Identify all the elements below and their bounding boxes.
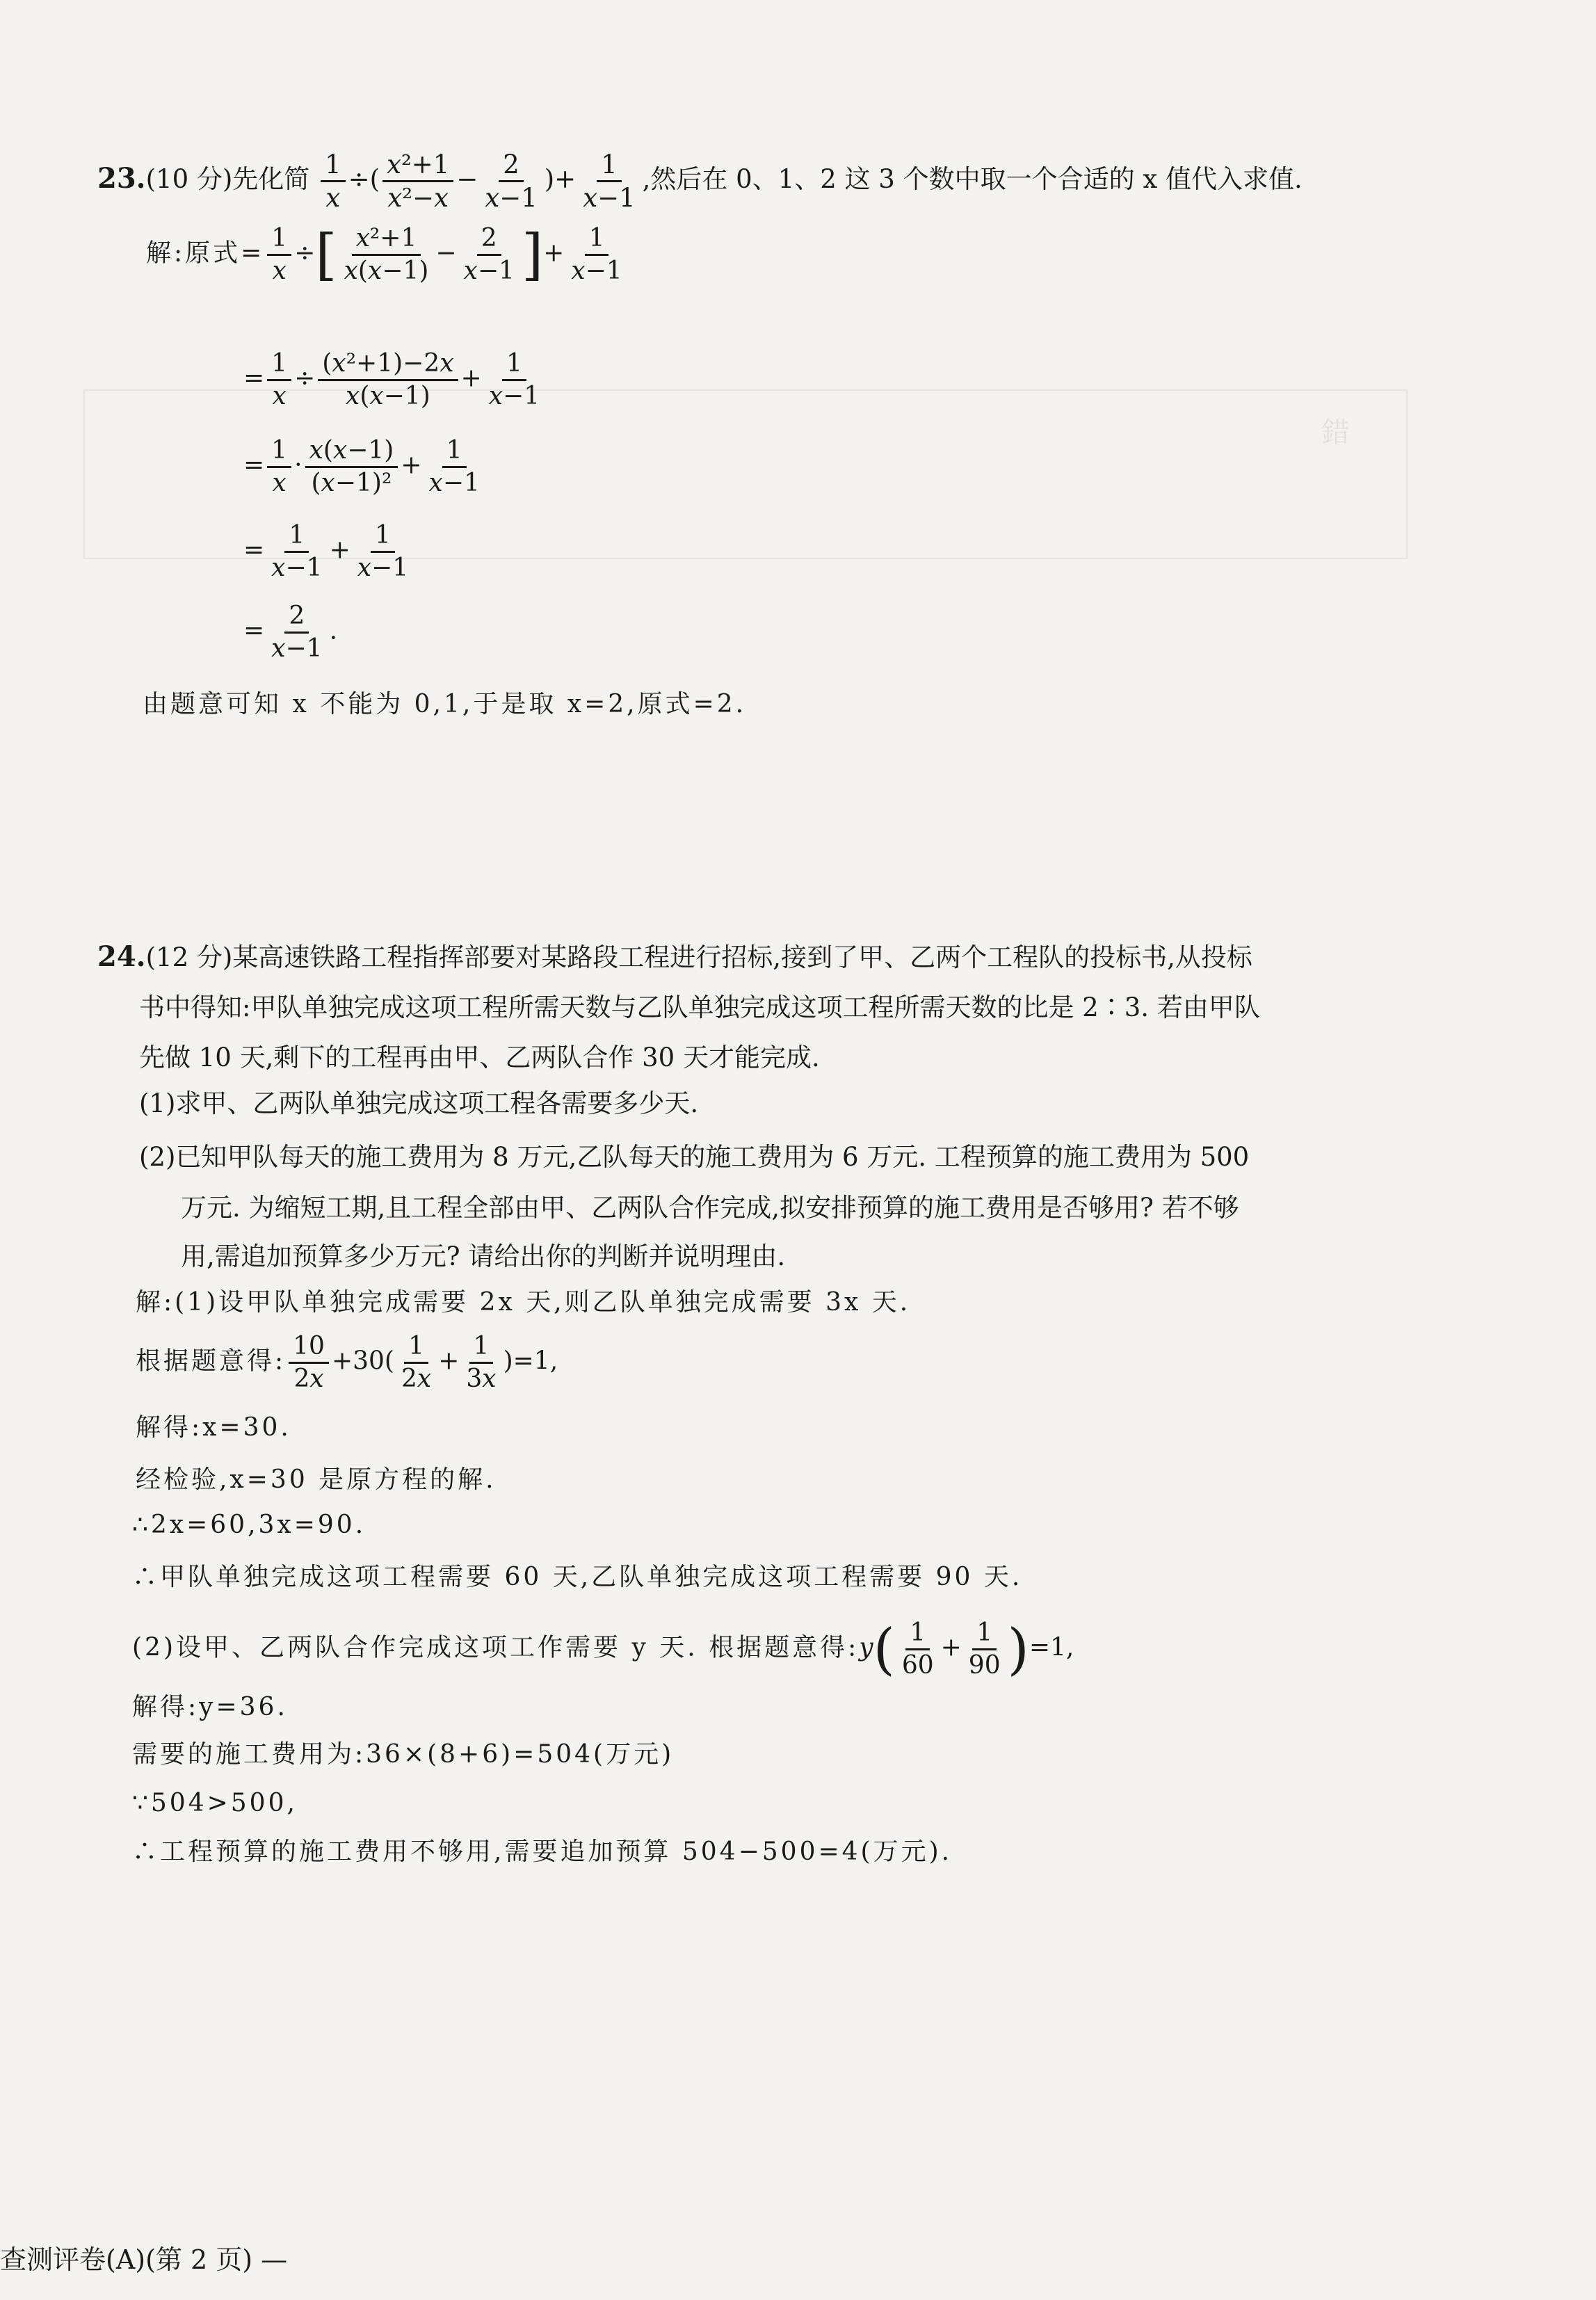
q24-answer-5: ∴2x=60,3x=90.: [132, 1511, 366, 1539]
q24-answer-8: 解得:y=36.: [132, 1693, 288, 1721]
q23-step-1: 解:原式= $\frac{1}{x}$ ÷[ $\frac{\text{x²+1}}{x(x-1)}$ − $\frac{2}{x-1}$ ]+ $\frac{1}{x-1}$: [146, 222, 622, 287]
q24-answer-7: (2)设甲、乙两队合作完成这项工作需要 y 天. 根据题意得:y( $\frac{1}{60}$ + $\frac{1}{90}$ )=1,: [132, 1616, 1074, 1682]
q23-step-2: = $\frac{1}{x}$ ÷ $\frac{\text{(x²+1)−2x}}{x(x-1)}$ + $\frac{1}{x-1}$: [243, 349, 540, 410]
q24-number: 24.: [97, 940, 146, 973]
q24-line-1: [97, 940, 1252, 973]
q23-frac-1-over-x: $\frac{1}{x}$: [321, 152, 346, 211]
q24-answer-10: ∵504>500,: [132, 1789, 298, 1817]
q24-answer-2-label: 根据题意得:: [136, 1346, 287, 1376]
q24-answer-11: ∴工程预算的施工费用不够用,需要追加预算 504−500=4(万元).: [132, 1837, 953, 1866]
q23-lead: (10 分)先化简: [145, 164, 310, 194]
q23-step-4: = $\frac{1}{x-1}$ + $\frac{1}{x-1}$: [243, 521, 409, 582]
q23-step-3: = $\frac{1}{x}$ · $\frac{x(x-1)}{\text{(x−1)²}}$ + $\frac{1}{x-1}$: [243, 436, 480, 497]
q24-answer-3: 解得:x=30.: [136, 1413, 291, 1442]
q24-answer-9: 需要的施工费用为:36×(8+6)=504(万元): [132, 1740, 675, 1769]
q24-sub-1: (1)求甲、乙两队单独完成这项工程各需要多少天.: [139, 1088, 699, 1118]
q24-line-3: 先做 10 天,剩下的工程再由甲、乙两队合作 30 天才能完成.: [139, 1043, 820, 1072]
q24-answer-2: 根据题意得: $\frac{10}{2x}$ +30( $\frac{1}{2x}$ + $\frac{1}{3x}$ )=1,: [136, 1332, 558, 1393]
q24-answer-6: ∴甲队单独完成这项工程需要 60 天,乙队单独完成这项工程需要 90 天.: [132, 1563, 1023, 1591]
q23-statement: 23.(10 分)先化简 $\frac{1}{x}$ ÷( $\frac{\text{x²+1}}{\text{x²−x}}$ − $\frac{2}{x-1}$ )+ $\frac{1}{x-1}$ ,然后在 0、1、2 这 3 个数中取一个合适的 x 值代入求值.: [97, 150, 1303, 213]
q24-sub-2-line-2: 万元. 为缩短工期,且工程全部由甲、乙两队合作完成,拟安排预算的施工费用是否够用? 若不够: [181, 1193, 1239, 1223]
q24-answer-1: 解:(1)设甲队单独完成需要 2x 天,则乙队单独完成需要 3x 天.: [136, 1288, 911, 1317]
q23-frac-2: $\frac{2}{x-1}$: [485, 150, 538, 213]
q24-sub-2-line-3: 用,需追加预算多少万元? 请给出你的判断并说明理由.: [181, 1241, 786, 1271]
q24-answer-7-label: (2)设甲、乙两队合作完成这项工作需要 y 天. 根据题意得:: [132, 1633, 860, 1662]
q23-conclusion: 由题意可知 x 不能为 0,1,于是取 x=2,原式=2.: [143, 690, 747, 718]
q23-step-5: = $\frac{2}{x-1}$ .: [243, 602, 338, 663]
q23-solution-label: 解:原式=: [146, 239, 265, 268]
bleed-through-mark: 錯: [1321, 417, 1349, 449]
q23-number: 23.: [97, 162, 146, 195]
q24-sub-2-line-1: (2)已知甲队每天的施工费用为 8 万元,乙队每天的施工费用为 6 万元. 工程预算的施工费用为 500: [139, 1142, 1250, 1172]
q23-frac-1: $\frac{1}{x-1}$: [583, 150, 636, 213]
q23-frac-x2p1: $\frac{\text{x²+1}}{\text{x²−x}}$: [382, 152, 453, 211]
q24-line-2: 书中得知:甲队单独完成这项工程所需天数与乙队单独完成这项工程所需天数的比是 2∶3. 若由甲队: [139, 992, 1260, 1022]
q23-tail: ,然后在 0、1、2 这 3 个数中取一个合适的 x 值代入求值.: [642, 164, 1303, 194]
page-footer: 查测评卷(A)(第 2 页) —: [0, 2244, 288, 2275]
q24-answer-4: 经检验,x=30 是原方程的解.: [136, 1465, 497, 1494]
q24-text-1: (12 分)某高速铁路工程指挥部要对某路段工程进行招标,接到了甲、乙两个工程队的投标书,从投标: [145, 942, 1252, 972]
